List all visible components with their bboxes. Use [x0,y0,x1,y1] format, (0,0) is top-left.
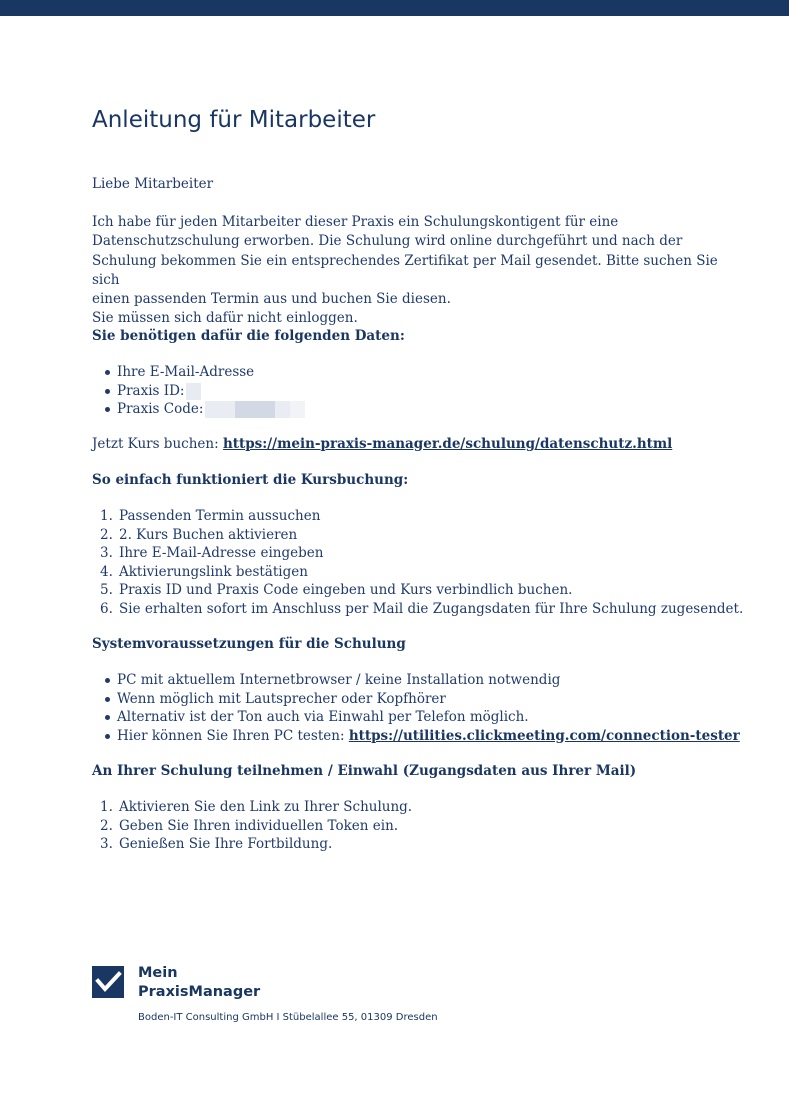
connection-test-link[interactable]: https://utilities.clickmeeting.com/connection-tester [348,727,740,744]
list-item: Praxis Code: [92,400,305,419]
intro-line: Schulung bekommen Sie ein entsprechendes Zertifikat per Mail gesendet. Bitte suchen Sie sich [92,252,718,288]
list-item: 2. 2. Kurs Buchen aktivieren [100,526,298,543]
participate-steps-list [92,798,412,854]
brand-name: Mein PraxisManager [138,965,261,1000]
booking-link[interactable]: https://mein-praxis-manager.de/schulung/datenschutz.html [222,436,673,452]
list-item: 6. Sie erhalten sofort im Anschluss per Mail die Zugangsdaten für Ihre Schulung zugesendet. [100,600,744,617]
list-item: 5. Praxis ID und Praxis Code eingeben und Kurs verbindlich buchen. [100,582,573,599]
redacted-praxis-id [186,383,201,400]
greeting: Liebe Mitarbeiter [92,176,214,192]
checkmark-logo-icon [92,966,124,998]
list-item: 2. Geben Sie Ihren individuellen Token ein. [100,817,399,834]
intro-paragraph [92,213,742,329]
data-section-heading: Sie benötigen dafür die folgenden Daten: [92,328,405,344]
booking-line [92,435,672,454]
list-item: Ihre E-Mail-Adresse [92,363,305,382]
intro-line: einen passenden Termin aus und buchen Sie diesen. [92,291,451,308]
booking-label: Jetzt Kurs buchen: [92,436,219,452]
intro-line: Datenschutzschulung erworben. Die Schulung wird online durchgeführt und nach der [92,233,683,250]
list-item: 1. Aktivieren Sie den Link zu Ihrer Schulung. [100,799,413,815]
intro-line: Ich habe für jeden Mitarbeiter dieser Praxis ein Schulungskontigent für eine [92,214,619,230]
booking-steps-list [92,507,743,619]
list-item: Wenn möglich mit Lautsprecher oder Kopfhörer [92,690,740,709]
list-item: 3. Genießen Sie Ihre Fortbildung. [100,836,333,853]
top-bar [0,0,789,16]
list-item: Hier können Sie Ihren PC testen: https://utilities.clickmeeting.com/connection-tester [92,727,740,746]
list-item: PC mit aktuellem Internetbrowser / keine Installation notwendig [92,671,740,690]
participate-heading: An Ihrer Schulung teilnehmen / Einwahl (Zugangsdaten aus Ihrer Mail) [92,763,637,779]
list-item: Alternativ ist der Ton auch via Einwahl per Telefon möglich. [92,708,740,727]
list-item: 4. Aktivierungslink bestätigen [100,563,308,580]
requirements-heading: Systemvoraussetzungen für die Schulung [92,636,406,652]
redacted-praxis-code [205,401,305,418]
list-item: 3. Ihre E-Mail-Adresse eingeben [100,545,324,562]
company-address: Boden-IT Consulting GmbH I Stübelallee 55, 01309 Dresden [138,1012,438,1023]
requirements-list [92,671,740,745]
intro-line: Sie müssen sich dafür nicht einloggen. [92,310,358,327]
list-item: Praxis ID: [92,382,305,401]
page-title: Anleitung für Mitarbeiter [92,107,376,133]
list-item: 1. Passenden Termin aussuchen [100,508,321,524]
steps-heading: So einfach funktioniert die Kursbuchung: [92,472,409,488]
required-data-list [92,363,305,419]
